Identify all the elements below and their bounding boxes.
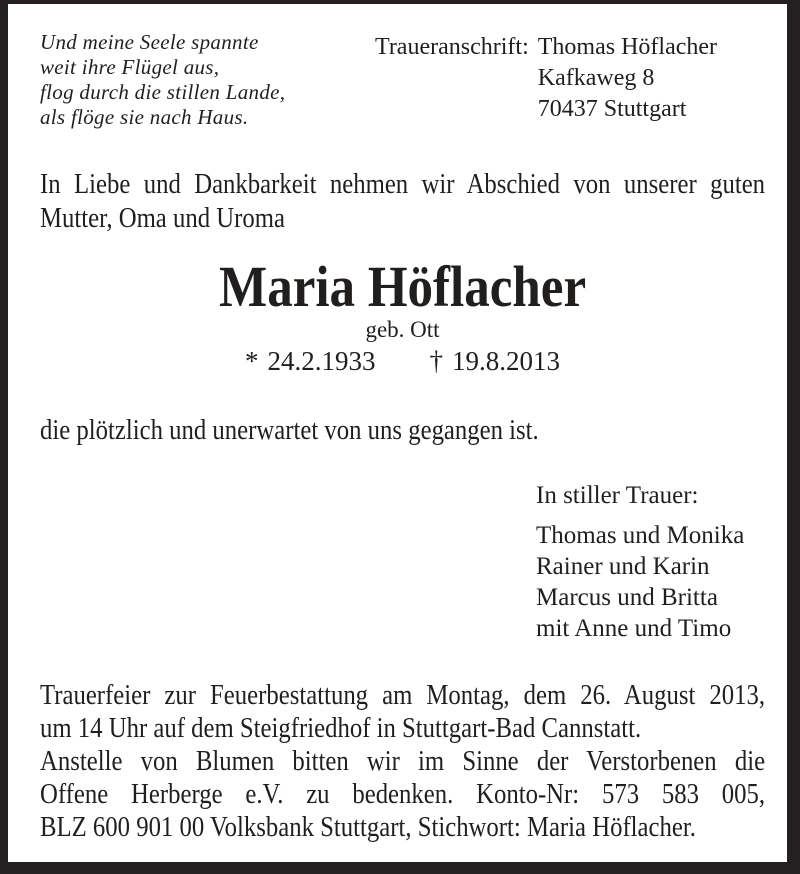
death-date: † 19.8.2013	[429, 346, 560, 376]
poem-line: weit ihre Flügel aus,	[40, 55, 220, 79]
mourner-name: Thomas und Monika	[536, 522, 745, 549]
address-label: Traueranschrift:	[375, 34, 529, 60]
poem-line: als flöge sie nach Haus.	[40, 105, 249, 129]
deceased-name: Maria Höflacher	[218, 254, 587, 319]
birth-date: * 24.2.1933	[245, 346, 376, 376]
mourners-list	[536, 481, 744, 644]
funeral-line: Offene Herberge e.V. zu bedenken. Konto-Nr: 573 583 005,	[40, 778, 766, 810]
death-cross-symbol: †	[429, 346, 443, 376]
mourner-name: Marcus und Britta	[536, 584, 718, 611]
life-dates	[40, 345, 765, 377]
funeral-line: um 14 Uhr auf dem Steigfriedhof in Stuttgart-Bad Cannstatt.	[40, 712, 642, 744]
address-lines	[538, 32, 717, 125]
address-recipient: Thomas Höflacher	[537, 34, 718, 60]
address-city: 70437 Stuttgart	[537, 96, 687, 122]
address-street: Kafkaweg 8	[537, 65, 655, 91]
funeral-line: BLZ 600 901 00 Volksbank Stuttgart, Stichwort: Maria Höflacher.	[40, 811, 696, 843]
funeral-line: Trauerfeier zur Feuerbestattung am Montag, dem 26. August 2013,	[40, 679, 766, 711]
intro-line: In Liebe und Dankbarkeit nehmen wir Abschied von unserer guten	[40, 168, 766, 200]
mourning-address	[375, 32, 717, 125]
intro-line: Mutter, Oma und Uroma	[40, 202, 285, 234]
birth-star-symbol: *	[245, 346, 259, 376]
intro-text	[40, 167, 765, 235]
mourner-name: mit Anne und Timo	[536, 615, 732, 642]
poem-line: flog durch die stillen Lande,	[40, 80, 286, 104]
funeral-info	[40, 679, 765, 844]
mourners-header: In stiller Trauer:	[536, 482, 699, 509]
mourner-name: Rainer und Karin	[536, 553, 710, 580]
passing-text: die plötzlich und unerwartet von uns gegangen ist.	[40, 414, 539, 446]
poem-line: Und meine Seele spannte	[40, 30, 259, 54]
notice-sheet	[8, 4, 787, 862]
maiden-name: geb. Ott	[365, 317, 440, 342]
memorial-poem	[40, 30, 285, 130]
funeral-line: Anstelle von Blumen bitten wir im Sinne der Verstorbenen die	[40, 745, 766, 777]
